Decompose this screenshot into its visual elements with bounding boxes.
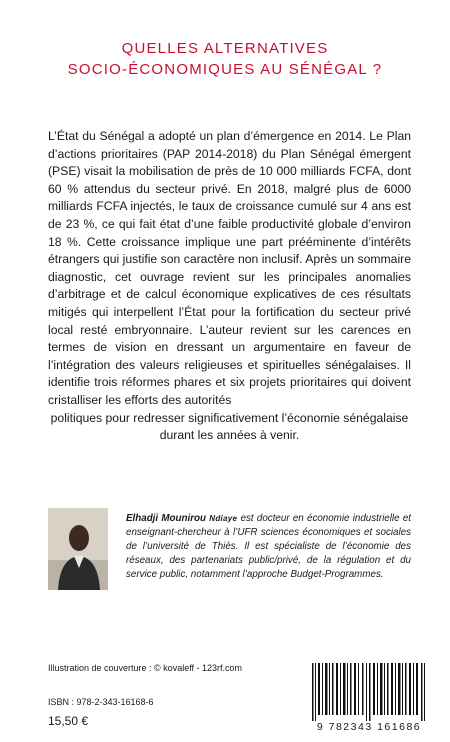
summary-text <box>48 128 411 445</box>
price: 15,50 € <box>48 714 89 728</box>
title-line-1: QUELLES ALTERNATIVES <box>121 40 329 57</box>
author-last-name: Ndiaye <box>209 514 238 523</box>
author-bio-text: est docteur en économie industrielle et enseignant-chercheur à l’UFR sciences économiques et sociales de l’université de Thiès. Il est spécialiste de l’économie des réseaux, des partenariats public/privé, de la régulation et du service public, notamment l’approche Budget-Programmes. <box>126 513 411 580</box>
book-title <box>0 38 450 80</box>
barcode-number: 9 782343 161686 <box>316 721 422 733</box>
barcode-icon <box>310 663 428 721</box>
author-photo <box>48 508 108 590</box>
author-bio <box>126 512 411 582</box>
isbn: ISBN : 978-2-343-16168-6 <box>48 697 154 707</box>
author-first-name: Elhadji Mounirou <box>126 513 206 524</box>
title-line-2: SOCIO-ÉCONOMIQUES AU SÉNÉGAL ? <box>67 61 383 78</box>
cover-credit: Illustration de couverture : © kovaleff - 123rf.com <box>48 663 243 673</box>
summary-last-lines: politiques pour redresser significativement l’économie sénégalaise durant les années à venir. <box>50 410 409 443</box>
author-block <box>48 508 411 618</box>
summary-paragraph: L’État du Sénégal a adopté un plan d’émergence en 2014. Le Plan d’actions prioritaires (PAP 2014-2018) du Plan Sénégal émergent (PSE) visait la mobilisation de près de 10 000 milliards FCFA, dont 60 % attendus du secteur privé. En 2018, malgré plus de 6000 milliards FCFA injectés, le taux de croissance cumulé sur 4 ans est de 23 %, ce qui fait état d’une faible productivité globale d’environ 18 %. Cette croissance implique une part prééminente d’intérêts étrangers qui justifie son caractère non inclusif. Après un sommaire diagnostic, cet ouvrage revient sur les principales anomalies d’arbitrage et de calcul économique explicatives de ces résultats mitigés qui interpellent l’État pour la fortification du secteur privé local resté embryonnaire. L’auteur revient sur les carences en termes de vision en dressant un argumentaire en faveur de l’intégration des valeurs religieuses et spirituelles sénégalaises. Il identifie trois réformes phares et six projets prioritaires qui doivent cristalliser les efforts des autorités <box>48 129 411 407</box>
